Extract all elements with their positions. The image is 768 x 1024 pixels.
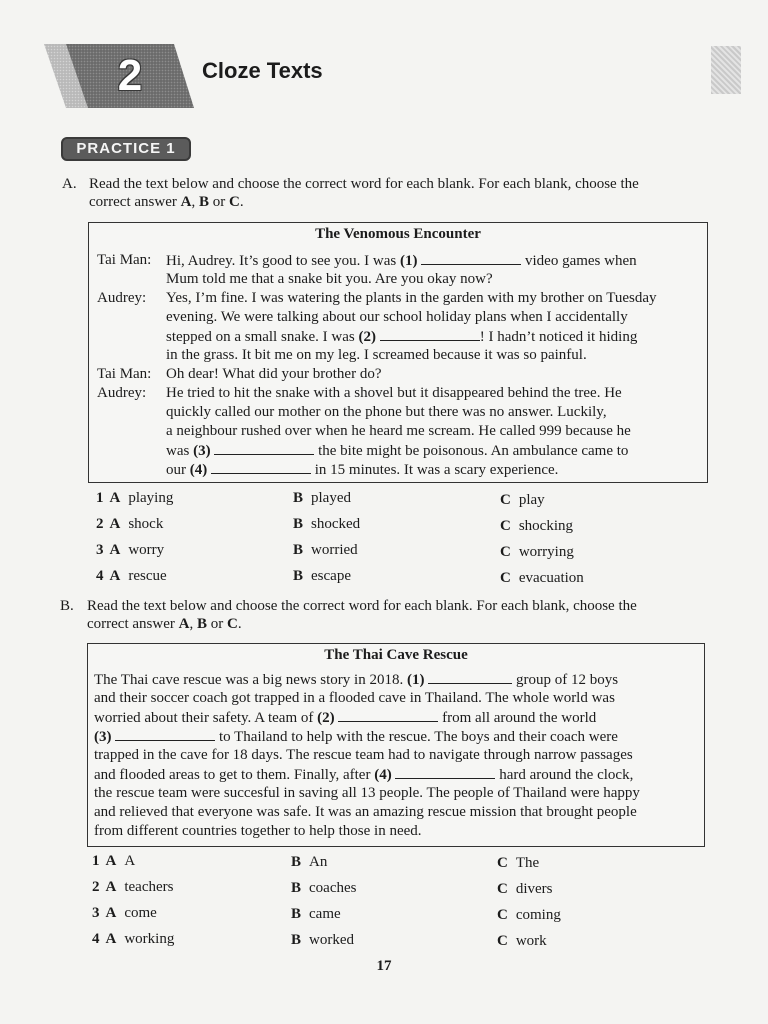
- box-title: The Thai Cave Rescue: [324, 647, 468, 663]
- option-row-2-a[interactable]: 2 A shock: [96, 516, 164, 532]
- option-row-3-c[interactable]: C worrying: [500, 544, 574, 560]
- option-row-3-b[interactable]: B worried: [293, 542, 358, 558]
- answer-blank: [380, 327, 480, 341]
- section-a-instruction-line1: Read the text below and choose the correct word for each blank. For each blank, choose the: [89, 176, 639, 192]
- chapter-title: Cloze Texts: [202, 58, 323, 83]
- option-row-2-a[interactable]: 2 A teachers: [92, 879, 174, 895]
- dialogue-line: our (4) in 15 minutes. It was a scary experience.: [166, 462, 559, 478]
- dialogue-line: a neighbour rushed over when he heard me scream. He called 999 because he: [166, 423, 631, 439]
- practice-label: PRACTICE 1: [76, 140, 176, 157]
- dialogue-line: stepped on a small snake. I was (2) ! I hadn’t noticed it hiding: [166, 329, 638, 345]
- dialogue-line: was (3) the bite might be poisonous. An ambulance came to: [166, 443, 629, 459]
- answer-blank: [115, 727, 215, 741]
- passage-line: trapped in the cave for 18 days. The rescue team had to navigate through narrow passages: [94, 747, 633, 763]
- passage-line: and flooded areas to get to them. Finally, after (4) hard around the clock,: [94, 767, 634, 783]
- text-box-thai-cave-rescue: [87, 643, 705, 847]
- option-row-4-c[interactable]: C work: [497, 933, 547, 949]
- passage-line: from different countries together to help those in need.: [94, 823, 422, 839]
- answer-blank: [211, 460, 311, 474]
- option-row-4-b[interactable]: B worked: [291, 932, 355, 948]
- page-edge-tab: [711, 46, 741, 94]
- option-row-4-b[interactable]: B escape: [293, 568, 351, 584]
- answer-blank: [395, 765, 495, 779]
- passage-line: and their soccer coach got trapped in a flooded cave in Thailand. The whole world was: [94, 690, 615, 706]
- speaker-label: Audrey:: [97, 290, 147, 306]
- dialogue-line: He tried to hit the snake with a shovel but it disappeared behind the tree. He: [166, 385, 622, 401]
- option-row-1-b[interactable]: B played: [293, 490, 351, 506]
- option-row-4-c[interactable]: C evacuation: [500, 570, 584, 586]
- option-row-1-a[interactable]: 1 A A: [92, 853, 136, 869]
- option-row-3-c[interactable]: C coming: [497, 907, 561, 923]
- answer-blank: [338, 708, 438, 722]
- section-b-instruction: [60, 597, 710, 637]
- passage-line: worried about their safety. A team of (2) from all around the world: [94, 710, 597, 726]
- section-a-label: A.: [62, 176, 77, 192]
- section-a-instruction: [62, 175, 712, 215]
- dialogue-line: in the grass. It bit me on my leg. I screamed because it was so painful.: [166, 347, 587, 363]
- answer-blank: [421, 251, 521, 265]
- option-row-2-b[interactable]: B shocked: [293, 516, 361, 532]
- option-row-1-c[interactable]: C The: [497, 855, 540, 871]
- dialogue-line: Oh dear! What did your brother do?: [166, 366, 382, 382]
- option-row-2-b[interactable]: B coaches: [291, 880, 357, 896]
- answer-blank: [428, 670, 512, 684]
- option-row-1-c[interactable]: C play: [500, 492, 545, 508]
- section-a-instruction-line2: correct answer A, B or C.: [89, 194, 244, 210]
- option-row-3-a[interactable]: 3 A worry: [96, 542, 165, 558]
- text-box-venomous-encounter: [88, 222, 708, 483]
- box-title: The Venomous Encounter: [315, 226, 481, 242]
- option-row-3-b[interactable]: B came: [291, 906, 341, 922]
- speaker-label: Tai Man:: [97, 252, 152, 268]
- section-b-instruction-line2: correct answer A, B or C.: [87, 616, 242, 632]
- section-b-label: B.: [60, 598, 74, 614]
- dialogue-line: quickly called our mother on the phone but there was no answer. Luckily,: [166, 404, 607, 420]
- option-row-4-a[interactable]: 4 A rescue: [96, 568, 167, 584]
- page-number: 17: [376, 958, 392, 974]
- passage-line: and relieved that everyone was safe. It was an amazing rescue mission that brought people: [94, 804, 637, 820]
- option-row-2-c[interactable]: C divers: [497, 881, 553, 897]
- dialogue-line: Hi, Audrey. It’s good to see you. I was (1) video games when: [166, 253, 637, 269]
- speaker-label: Audrey:: [97, 385, 147, 401]
- dialogue-line: evening. We were talking about our school holiday plans when I accidentally: [166, 309, 628, 325]
- speaker-label: Tai Man:: [97, 366, 152, 382]
- answer-blank: [214, 441, 314, 455]
- option-row-2-c[interactable]: C shocking: [500, 518, 574, 534]
- section-b-instruction-line1: Read the text below and choose the correct word for each blank. For each blank, choose the: [87, 598, 637, 614]
- passage-line: (3) to Thailand to help with the rescue. The boys and their coach were: [94, 729, 618, 745]
- practice-badge: [61, 137, 191, 161]
- passage-line: The Thai cave rescue was a big news story in 2018. (1) group of 12 boys: [94, 672, 619, 688]
- dialogue-line: Mum told me that a snake bit you. Are you okay now?: [166, 271, 493, 287]
- chapter-number: 2: [117, 51, 143, 100]
- option-row-1-b[interactable]: B An: [291, 854, 328, 870]
- dialogue-line: Yes, I’m fine. I was watering the plants in the garden with my brother on Tuesday: [166, 290, 657, 306]
- option-row-4-a[interactable]: 4 A working: [92, 931, 175, 947]
- option-row-1-a[interactable]: 1 A playing: [96, 490, 174, 506]
- passage-line: the rescue team were succesful in saving all 13 people. The people of Thailand were happy: [94, 785, 640, 801]
- option-row-3-a[interactable]: 3 A come: [92, 905, 157, 921]
